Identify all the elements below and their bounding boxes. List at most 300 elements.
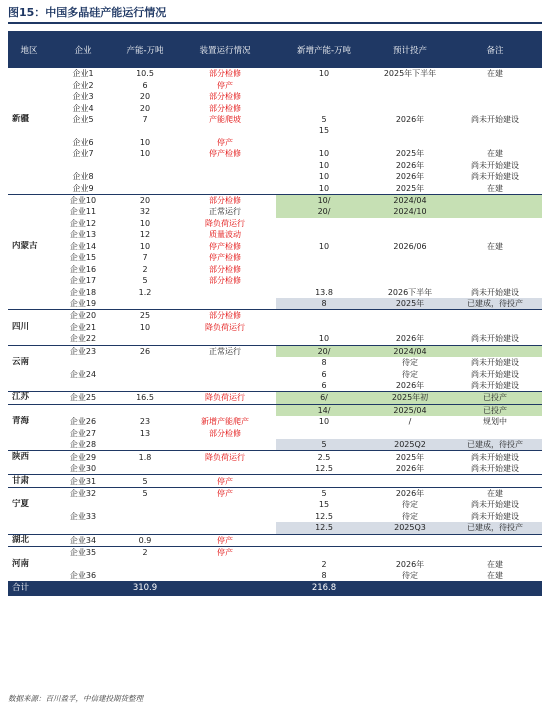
planned-cell: 2024/04 xyxy=(372,345,448,357)
note-cell xyxy=(448,428,542,439)
table-row xyxy=(8,229,542,240)
capacity-cell: 10 xyxy=(139,137,151,147)
capacity-cell: 1.8 xyxy=(138,452,152,462)
planned-cell: 2026下半年 xyxy=(387,287,433,297)
new-capacity-cell: 10/ xyxy=(276,194,372,206)
capacity-cell xyxy=(116,522,174,534)
status-cell xyxy=(174,171,276,182)
table-row xyxy=(8,137,542,148)
note-cell xyxy=(448,546,542,558)
planned-cell xyxy=(372,125,448,136)
capacity-cell: 10 xyxy=(139,322,151,332)
new-capacity-cell: 10 xyxy=(318,149,330,159)
planned-cell xyxy=(372,137,448,148)
region-cell xyxy=(8,148,50,159)
new-capacity-cell xyxy=(276,322,372,333)
capacity-cell: 5 xyxy=(116,475,174,487)
table-body xyxy=(8,68,542,581)
table-row xyxy=(8,463,542,475)
new-capacity-cell xyxy=(276,252,372,263)
new-capacity-cell: 12.5 xyxy=(276,463,372,475)
note-cell: 尚未开始建设 xyxy=(471,511,519,521)
capacity-cell: 10 xyxy=(139,149,151,159)
planned-cell: 2025年 xyxy=(372,182,448,194)
table-row xyxy=(8,263,542,274)
status-cell: 产能爬坡 xyxy=(209,114,241,124)
region-cell xyxy=(8,333,50,345)
company-cell xyxy=(50,558,116,569)
new-capacity-cell xyxy=(276,91,372,102)
status-cell: 停产检修 xyxy=(209,149,241,159)
status-cell: 部分检修 xyxy=(209,69,241,79)
company-cell: 企业14 xyxy=(69,241,97,251)
capacity-cell xyxy=(116,125,174,136)
table-row xyxy=(8,310,542,322)
region-cell xyxy=(8,404,50,416)
status-cell xyxy=(174,125,276,136)
status-cell: 停产检修 xyxy=(209,253,241,263)
planned-cell xyxy=(372,102,448,113)
planned-cell: 2025年 xyxy=(395,149,425,159)
total-label: 合计 xyxy=(8,581,50,596)
new-capacity-cell xyxy=(276,229,372,240)
region-cell: 云南 xyxy=(12,357,30,368)
note-cell xyxy=(448,229,542,240)
capacity-cell xyxy=(116,298,174,310)
planned-cell xyxy=(372,310,448,322)
table-row xyxy=(8,148,542,159)
status-cell xyxy=(174,439,276,451)
planned-cell: 2026年 xyxy=(372,333,448,345)
region-cell xyxy=(8,298,50,310)
new-capacity-cell: 20/ xyxy=(276,206,372,217)
capacity-cell xyxy=(116,171,174,182)
capacity-cell xyxy=(116,160,174,171)
new-capacity-cell: 15 xyxy=(318,126,330,136)
planned-cell: 2025年 xyxy=(395,452,425,462)
status-cell: 部分检修 xyxy=(209,92,241,102)
capacity-cell: 10 xyxy=(139,241,151,251)
table-row xyxy=(8,558,542,569)
planned-cell: 2026/06 xyxy=(393,241,427,251)
company-cell: 企业13 xyxy=(69,230,97,240)
region-cell xyxy=(8,125,50,136)
new-capacity-cell: 6 xyxy=(321,369,327,379)
table-row xyxy=(8,380,542,392)
col-header-company: 企业 xyxy=(50,31,116,68)
table-row xyxy=(8,125,542,136)
company-cell: 企业24 xyxy=(69,369,97,379)
capacity-cell xyxy=(116,511,174,522)
capacity-cell: 2 xyxy=(142,548,148,558)
capacity-cell xyxy=(116,182,174,194)
col-header-status: 装置运行情况 xyxy=(174,31,276,68)
capacity-cell: 7 xyxy=(142,114,148,124)
table-row xyxy=(8,206,542,217)
capacity-cell: 13 xyxy=(139,428,151,438)
table-row xyxy=(8,91,542,102)
col-header-planned: 预计投产 xyxy=(372,31,448,68)
note-cell xyxy=(448,310,542,322)
region-cell xyxy=(8,522,50,534)
capacity-cell: 12 xyxy=(139,230,151,240)
note-cell xyxy=(448,91,542,102)
company-cell: 企业1 xyxy=(72,69,94,79)
company-cell: 企业21 xyxy=(69,322,97,332)
capacity-cell: 16.5 xyxy=(116,392,174,404)
table-row xyxy=(8,404,542,416)
note-cell xyxy=(448,252,542,263)
status-cell: 质量波动 xyxy=(209,230,241,240)
status-cell: 停产 xyxy=(217,80,233,90)
company-cell: 企业16 xyxy=(69,264,97,274)
status-cell: 降负荷运行 xyxy=(205,218,245,228)
company-cell: 企业34 xyxy=(50,534,116,546)
region-cell: 新疆 xyxy=(12,113,30,124)
table-row xyxy=(8,218,542,229)
region-cell xyxy=(8,310,50,322)
status-cell: 停产 xyxy=(174,475,276,487)
capacity-cell: 6 xyxy=(142,80,148,90)
note-cell xyxy=(448,79,542,90)
new-capacity-cell: 10 xyxy=(318,417,330,427)
status-cell xyxy=(174,404,276,416)
new-capacity-cell: 13.8 xyxy=(315,287,333,297)
status-cell: 停产 xyxy=(217,488,233,498)
planned-cell: 2025Q3 xyxy=(372,522,448,534)
company-cell xyxy=(50,499,116,510)
new-capacity-cell xyxy=(276,310,372,322)
company-cell: 企业36 xyxy=(69,571,97,581)
company-cell: 企业11 xyxy=(69,207,97,217)
company-cell: 企业17 xyxy=(69,276,97,286)
company-cell xyxy=(50,357,116,368)
total-empty xyxy=(50,581,116,596)
note-cell: 尚未开始建设 xyxy=(471,500,519,510)
new-capacity-cell: 5 xyxy=(321,488,327,498)
planned-cell: 待定 xyxy=(402,511,418,521)
source-note: 数据来源：百川盈孚，中信建投期货整理 xyxy=(8,694,143,703)
new-capacity-cell: 10 xyxy=(276,333,372,345)
company-cell: 企业10 xyxy=(69,196,97,206)
note-cell: 已投产 xyxy=(448,392,542,404)
note-cell: 尚未开始建设 xyxy=(471,452,519,462)
table-row xyxy=(8,392,542,404)
header-row xyxy=(8,31,542,68)
planned-cell: / xyxy=(408,417,412,427)
note-cell xyxy=(448,137,542,148)
table-row xyxy=(8,102,542,113)
new-capacity-cell: 8 xyxy=(321,571,327,581)
region-cell xyxy=(8,194,50,206)
new-capacity-cell xyxy=(276,137,372,148)
note-cell: 在建 xyxy=(487,69,503,79)
planned-cell: 2026年 xyxy=(395,172,425,182)
capacity-cell: 10 xyxy=(139,218,151,228)
note-cell xyxy=(448,206,542,217)
status-cell xyxy=(174,333,276,345)
capacity-cell xyxy=(116,499,174,510)
note-cell xyxy=(448,125,542,136)
table-row xyxy=(8,275,542,286)
note-cell: 在建 xyxy=(487,241,503,251)
capacity-cell: 5 xyxy=(142,276,148,286)
region-cell xyxy=(8,171,50,182)
capacity-cell: 20 xyxy=(139,92,151,102)
new-capacity-cell: 15 xyxy=(318,500,330,510)
region-cell xyxy=(8,79,50,90)
planned-cell: 2026年 xyxy=(395,488,425,498)
capacity-cell xyxy=(116,333,174,345)
table-row xyxy=(8,286,542,297)
table-row xyxy=(8,428,542,439)
planned-cell xyxy=(372,275,448,286)
note-cell: 尚未开始建设 xyxy=(471,358,519,368)
status-cell xyxy=(174,570,276,581)
company-cell xyxy=(50,125,116,136)
col-header-new-capacity: 新增产能-万吨 xyxy=(276,31,372,68)
planned-cell: 待定 xyxy=(402,500,418,510)
new-capacity-cell xyxy=(276,79,372,90)
total-empty xyxy=(448,581,542,596)
status-cell: 降负荷运行 xyxy=(174,392,276,404)
note-cell: 尚未开始建设 xyxy=(471,114,519,124)
new-capacity-cell xyxy=(276,275,372,286)
new-capacity-cell xyxy=(276,546,372,558)
title-rule xyxy=(8,22,542,24)
region-cell xyxy=(8,218,50,229)
status-cell: 部分检修 xyxy=(209,103,241,113)
region-cell xyxy=(8,463,50,475)
company-cell: 企业9 xyxy=(50,182,116,194)
new-capacity-cell: 10 xyxy=(318,69,330,79)
status-cell: 部分检修 xyxy=(209,428,241,438)
status-cell xyxy=(174,357,276,368)
company-cell xyxy=(50,522,116,534)
planned-cell xyxy=(372,546,448,558)
planned-cell: 2026年 xyxy=(395,114,425,124)
planned-cell: 2026年 xyxy=(395,559,425,569)
table-row xyxy=(8,487,542,499)
note-cell: 在建 xyxy=(487,488,503,498)
note-cell: 在建 xyxy=(487,149,503,159)
new-capacity-cell: 5 xyxy=(276,439,372,451)
note-cell: 尚未开始建设 xyxy=(448,333,542,345)
status-cell: 部分检修 xyxy=(209,311,241,321)
new-capacity-cell: 2 xyxy=(321,559,327,569)
new-capacity-cell: 8 xyxy=(321,358,327,368)
region-cell xyxy=(8,570,50,581)
capacity-cell xyxy=(116,380,174,392)
planned-cell: 2026年 xyxy=(372,463,448,475)
note-cell: 尚未开始建设 xyxy=(448,463,542,475)
status-cell: 停产检修 xyxy=(209,241,241,251)
planned-cell xyxy=(372,91,448,102)
note-cell: 尚未开始建设 xyxy=(471,369,519,379)
table-row xyxy=(8,570,542,581)
table-row xyxy=(8,68,542,79)
region-cell xyxy=(8,546,50,558)
status-cell: 停产 xyxy=(217,548,233,558)
capacity-cell: 26 xyxy=(139,346,151,356)
planned-cell: 2024/04 xyxy=(372,194,448,206)
capacity-cell xyxy=(116,463,174,475)
new-capacity-cell: 10 xyxy=(318,160,330,170)
status-cell xyxy=(174,286,276,297)
table-row xyxy=(8,79,542,90)
company-cell: 企业2 xyxy=(72,80,94,90)
region-cell xyxy=(8,511,50,522)
company-cell: 企业33 xyxy=(69,511,97,521)
capacity-cell: 20 xyxy=(139,103,151,113)
company-cell: 企业28 xyxy=(50,439,116,451)
company-cell: 企业32 xyxy=(69,488,97,498)
new-capacity-cell: 12.5 xyxy=(276,522,372,534)
note-cell: 规划中 xyxy=(483,417,507,427)
new-capacity-cell xyxy=(276,475,372,487)
total-empty xyxy=(174,581,276,596)
status-cell xyxy=(174,558,276,569)
table-row xyxy=(8,333,542,345)
region-cell xyxy=(8,275,50,286)
status-cell xyxy=(174,511,276,522)
company-cell: 企业19 xyxy=(50,298,116,310)
status-cell: 部分检修 xyxy=(209,276,241,286)
company-cell: 企业12 xyxy=(69,218,97,228)
table-row xyxy=(8,241,542,252)
note-cell xyxy=(448,275,542,286)
company-cell: 企业4 xyxy=(72,103,94,113)
new-capacity-cell xyxy=(276,263,372,274)
planned-cell: 2024/10 xyxy=(372,206,448,217)
status-cell: 部分检修 xyxy=(209,264,241,274)
planned-cell xyxy=(372,229,448,240)
capacity-cell: 7 xyxy=(142,253,148,263)
region-cell xyxy=(8,263,50,274)
status-cell: 降负荷运行 xyxy=(205,452,245,462)
planned-cell: 待定 xyxy=(402,358,418,368)
region-cell xyxy=(8,206,50,217)
new-capacity-cell: 12.5 xyxy=(315,511,333,521)
company-cell: 企业22 xyxy=(50,333,116,345)
planned-cell xyxy=(372,263,448,274)
region-cell xyxy=(8,286,50,297)
capacity-cell: 25 xyxy=(139,311,151,321)
status-cell: 新增产能爬产 xyxy=(201,417,249,427)
planned-cell xyxy=(372,218,448,229)
table-row xyxy=(8,345,542,357)
company-cell: 企业7 xyxy=(72,149,94,159)
company-cell: 企业18 xyxy=(69,287,97,297)
col-header-capacity: 产能-万吨 xyxy=(116,31,174,68)
new-capacity-cell: 10 xyxy=(276,182,372,194)
region-cell xyxy=(8,68,50,79)
region-cell xyxy=(8,428,50,439)
note-cell: 尚未开始建设 xyxy=(448,380,542,392)
table-row xyxy=(8,322,542,333)
table-row xyxy=(8,182,542,194)
figure-title: 图15：中国多晶硅产能运行情况 xyxy=(8,6,167,19)
note-cell: 已建成，待投产 xyxy=(448,439,542,451)
note-cell xyxy=(448,102,542,113)
region-cell xyxy=(8,182,50,194)
status-cell xyxy=(174,522,276,534)
planned-cell xyxy=(372,534,448,546)
company-cell xyxy=(50,380,116,392)
table-row xyxy=(8,160,542,171)
capacity-cell: 20 xyxy=(139,196,151,206)
new-capacity-cell: 6 xyxy=(276,380,372,392)
col-header-note: 备注 xyxy=(448,31,542,68)
table-row xyxy=(8,522,542,534)
note-cell: 已建成，待投产 xyxy=(448,298,542,310)
capacity-cell xyxy=(116,558,174,569)
status-cell: 停产 xyxy=(174,534,276,546)
table-row xyxy=(8,534,542,546)
planned-cell: 2025/04 xyxy=(372,404,448,416)
region-cell: 陕西 xyxy=(12,451,30,462)
company-cell: 企业27 xyxy=(69,428,97,438)
region-cell xyxy=(8,345,50,357)
status-cell: 正常运行 xyxy=(209,346,241,356)
planned-cell xyxy=(372,79,448,90)
note-cell: 尚未开始建设 xyxy=(471,160,519,170)
region-cell: 江苏 xyxy=(8,392,50,404)
note-cell xyxy=(448,194,542,206)
region-cell xyxy=(8,137,50,148)
new-capacity-cell: 14/ xyxy=(276,404,372,416)
company-cell: 企业29 xyxy=(69,452,97,462)
new-capacity-cell: 20/ xyxy=(276,345,372,357)
new-capacity-cell: 8 xyxy=(276,298,372,310)
total-capacity: 310.9 xyxy=(116,581,174,596)
company-cell: 企业23 xyxy=(69,346,97,356)
company-cell: 企业3 xyxy=(72,92,94,102)
region-cell xyxy=(8,380,50,392)
note-cell: 在建 xyxy=(487,571,503,581)
capacity-cell xyxy=(116,439,174,451)
region-cell xyxy=(8,91,50,102)
status-cell: 正常运行 xyxy=(209,207,241,217)
region-cell xyxy=(8,368,50,379)
capacity-cell: 10.5 xyxy=(136,69,154,79)
capacity-cell xyxy=(116,570,174,581)
region-cell: 宁夏 xyxy=(12,499,30,510)
capacity-cell: 1.2 xyxy=(138,287,152,297)
new-capacity-cell: 5 xyxy=(321,114,327,124)
status-cell xyxy=(174,368,276,379)
region-cell xyxy=(8,439,50,451)
company-cell xyxy=(50,404,116,416)
status-cell: 部分检修 xyxy=(209,196,241,206)
planned-cell: 2026年 xyxy=(395,160,425,170)
note-cell xyxy=(448,322,542,333)
capacity-cell: 2 xyxy=(142,264,148,274)
status-cell xyxy=(174,160,276,171)
capacity-cell: 32 xyxy=(139,207,151,217)
capacity-cell xyxy=(116,357,174,368)
table-row xyxy=(8,511,542,522)
company-cell: 企业25 xyxy=(50,392,116,404)
note-cell xyxy=(448,534,542,546)
new-capacity-cell: 2.5 xyxy=(317,452,331,462)
table-row xyxy=(8,416,542,427)
note-cell: 已建成，待投产 xyxy=(448,522,542,534)
new-capacity-cell: 6/ xyxy=(276,392,372,404)
note-cell: 在建 xyxy=(487,559,503,569)
company-cell: 企业30 xyxy=(50,463,116,475)
note-cell: 尚未开始建设 xyxy=(471,287,519,297)
